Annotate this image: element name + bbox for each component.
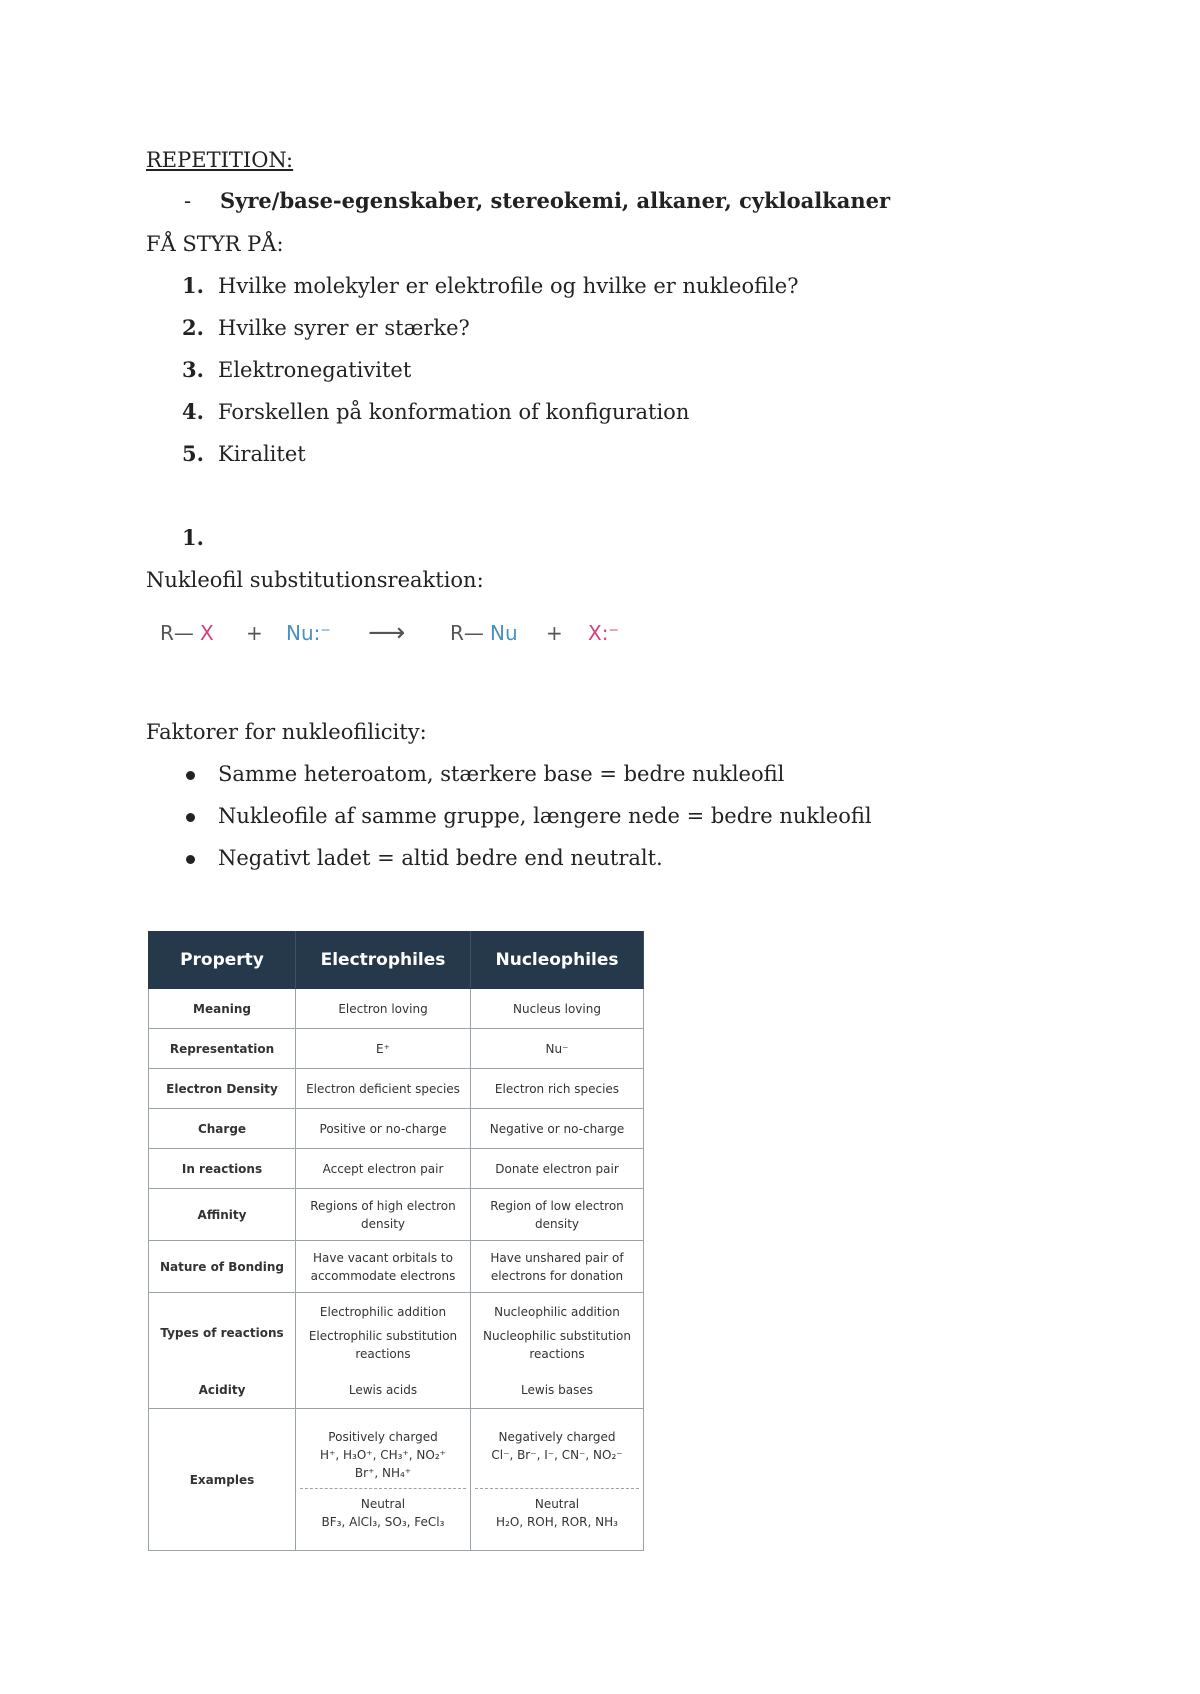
list-item xyxy=(146,440,799,482)
nucleophile-cell xyxy=(471,1293,644,1373)
electrophile-cell: Electron loving xyxy=(296,989,471,1029)
row-label: Meaning xyxy=(149,989,296,1029)
nucleophile-cell: Nu⁻ xyxy=(471,1029,644,1069)
list-item xyxy=(146,844,872,886)
comparison-table xyxy=(148,931,644,1551)
example-divider xyxy=(300,1488,466,1531)
reaction-type: Nucleophilic addition xyxy=(494,1304,620,1319)
list-text: Hvilke syrer er stærke? xyxy=(218,316,470,340)
example-list: Cl⁻, Br⁻, I⁻, CN⁻, NO₂⁻ xyxy=(491,1448,623,1462)
nucleophile-cell xyxy=(471,1409,644,1551)
electrophile-cell: Lewis acids xyxy=(296,1373,471,1409)
list-number: 4. xyxy=(182,399,204,424)
electrophile-cell: Positive or no-charge xyxy=(296,1109,471,1149)
section-number: 1. xyxy=(182,525,204,550)
list-item xyxy=(146,802,872,844)
nucleophile: Nu:⁻ xyxy=(286,621,331,645)
example-list: BF₃, AlCl₃, SO₃, FeCl₃ xyxy=(321,1515,445,1529)
plus-sign: + xyxy=(546,621,563,645)
table-row xyxy=(149,1373,644,1409)
list-text: Elektronegativitet xyxy=(218,358,412,382)
nucleophile-cell: Electron rich species xyxy=(471,1069,644,1109)
reaction-type: Nucleophilic substitution reactions xyxy=(483,1328,631,1361)
example-list: H₂O, ROH, ROR, NH₃ xyxy=(496,1515,618,1529)
electrophile-cell: Accept electron pair xyxy=(296,1149,471,1189)
list-number: 5. xyxy=(182,441,204,466)
table-row xyxy=(149,1029,644,1069)
row-label: Nature of Bonding xyxy=(149,1241,296,1293)
leaving-anion: X:⁻ xyxy=(588,621,619,645)
row-label: Charge xyxy=(149,1109,296,1149)
product-r: R— xyxy=(450,621,484,645)
example-group-title: Neutral xyxy=(360,1497,406,1511)
table-row xyxy=(149,1409,644,1551)
list-text: Hvilke molekyler er elektrofile og hvilke er nukleofile? xyxy=(218,274,799,298)
row-label: In reactions xyxy=(149,1149,296,1189)
nucleophile-cell: Negative or no-charge xyxy=(471,1109,644,1149)
list-item xyxy=(146,272,799,314)
list-item xyxy=(146,760,872,802)
reaction-type: Electrophilic addition xyxy=(319,1304,447,1319)
product-nu: Nu xyxy=(490,621,518,645)
example-group-title: Neutral xyxy=(534,1497,580,1511)
header-property: Property xyxy=(149,932,296,989)
electrophile-cell xyxy=(296,1293,471,1373)
row-label: Types of reactions xyxy=(149,1293,296,1373)
focus-heading: FÅ STYR PÅ: xyxy=(146,232,284,256)
factors-title: Faktorer for nukleofilicity: xyxy=(146,720,427,744)
list-text: Samme heteroatom, stærkere base = bedre nukleofil xyxy=(218,762,785,786)
list-item xyxy=(146,398,799,440)
row-label: Examples xyxy=(149,1409,296,1551)
reaction-arrow: ⟶ xyxy=(368,618,406,648)
example-list: Br⁺, NH₄⁺ xyxy=(354,1466,412,1480)
table-header-row xyxy=(149,932,644,989)
example-group-title: Negatively charged xyxy=(498,1430,616,1444)
header-nucleophiles: Nucleophiles xyxy=(471,932,644,989)
topics-text: Syre/base-egenskaber, stereokemi, alkaner, cykloalkaner xyxy=(220,188,891,213)
reaction-type: Electrophilic substitution reactions xyxy=(308,1328,458,1361)
bullet-icon xyxy=(186,813,195,822)
electrophile-cell: E⁺ xyxy=(296,1029,471,1069)
example-group-title: Positively charged xyxy=(328,1430,438,1444)
list-number: 2. xyxy=(182,315,204,340)
list-text: Nukleofile af samme gruppe, længere nede = bedre nukleofil xyxy=(218,804,872,828)
table-row xyxy=(149,1293,644,1373)
bullet-icon xyxy=(186,855,195,864)
page-heading: REPETITION: xyxy=(146,148,294,172)
dash-marker: - xyxy=(184,189,192,213)
row-label: Affinity xyxy=(149,1189,296,1241)
leaving-group-x: X xyxy=(200,621,214,645)
row-label: Electron Density xyxy=(149,1069,296,1109)
nucleophile-cell: Region of low electron density xyxy=(471,1189,644,1241)
bullet-icon xyxy=(186,771,195,780)
list-text: Negativt ladet = altid bedre end neutralt. xyxy=(218,846,663,870)
list-item xyxy=(146,356,799,398)
list-item xyxy=(146,314,799,356)
nucleophile-cell: Have unshared pair of electrons for donation xyxy=(471,1241,644,1293)
focus-list xyxy=(146,272,799,482)
table-row xyxy=(149,1241,644,1293)
substitution-reaction xyxy=(160,618,640,648)
plus-sign: + xyxy=(246,621,263,645)
table-row xyxy=(149,1189,644,1241)
nucleophile-cell: Donate electron pair xyxy=(471,1149,644,1189)
example-list: H⁺, H₃O⁺, CH₃⁺, NO₂⁺ xyxy=(320,1448,446,1462)
topics-line xyxy=(184,188,890,213)
reaction-title: Nukleofil substitutionsreaktion: xyxy=(146,568,484,592)
row-label: Acidity xyxy=(149,1373,296,1409)
table-row xyxy=(149,989,644,1029)
list-text: Kiralitet xyxy=(218,442,306,466)
list-number: 1. xyxy=(182,273,204,298)
row-label: Representation xyxy=(149,1029,296,1069)
list-number: 3. xyxy=(182,357,204,382)
nucleophile-cell: Lewis bases xyxy=(471,1373,644,1409)
factors-list xyxy=(146,760,872,886)
table-row xyxy=(149,1069,644,1109)
reactant-r: R— xyxy=(160,621,194,645)
electrophile-cell xyxy=(296,1409,471,1551)
table-row xyxy=(149,1109,644,1149)
electrophile-cell: Regions of high electron density xyxy=(296,1189,471,1241)
table-row xyxy=(149,1149,644,1189)
header-electrophiles: Electrophiles xyxy=(296,932,471,989)
nucleophile-cell: Nucleus loving xyxy=(471,989,644,1029)
list-text: Forskellen på konformation of konfiguration xyxy=(218,400,690,424)
example-divider xyxy=(475,1488,639,1531)
electrophile-cell: Electron deficient species xyxy=(296,1069,471,1109)
electrophile-cell: Have vacant orbitals to accommodate electrons xyxy=(296,1241,471,1293)
